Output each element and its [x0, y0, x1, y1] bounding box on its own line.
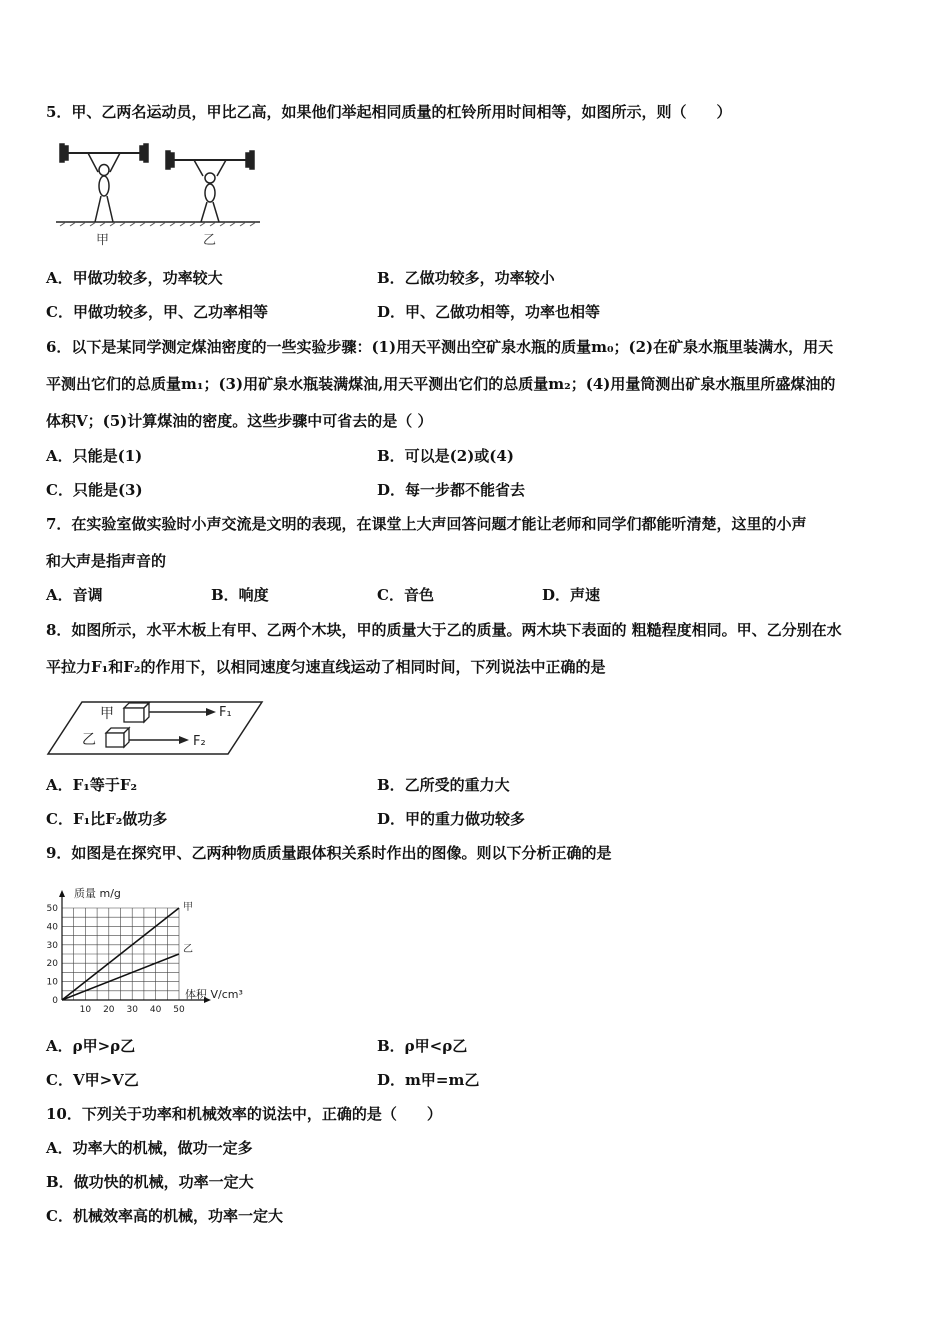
y-tick-label: 0 [52, 996, 58, 1006]
chart-y-axis-label: 质量 m/g [74, 887, 121, 900]
q6-options-row1 [46, 446, 906, 466]
q5-option-d[interactable]: D．甲、乙做功相等，功率也相等 [377, 303, 601, 321]
q9-options-row2 [46, 1070, 906, 1090]
weightlifters-svg [52, 140, 264, 252]
q9-options-row1 [46, 1036, 906, 1056]
block-jia [124, 703, 149, 722]
series-label-jia: 甲 [183, 902, 193, 913]
q10-option-a[interactable]: A．功率大的机械，做功一定多 [46, 1139, 253, 1157]
q8-options-row1 [46, 775, 906, 795]
q9-stem: 9．如图是在探究甲、乙两种物质质量跟体积关系时作出的图像。则以下分析正确的是 [46, 844, 612, 862]
x-tick-label: 10 [79, 1005, 92, 1015]
block-label-jia: 甲 [100, 706, 114, 722]
force-label-f1: F₁ [219, 705, 232, 720]
q6-options-row2 [46, 480, 906, 500]
q7-option-c[interactable]: C．音色 [377, 586, 434, 604]
y-axis-arrow [59, 890, 65, 897]
x-tick-label: 40 [149, 1005, 162, 1015]
y-tick-label: 40 [46, 922, 58, 933]
block-yi [106, 728, 129, 747]
q7-stem-line2: 和大声是指声音的 [46, 552, 167, 570]
q6-stem-line3: 体积V；(5)计算煤油的密度。这些步骤中可省去的是（ ） [46, 412, 433, 430]
lifter-jia [60, 144, 148, 222]
q6-option-c[interactable]: C．只能是(3) [46, 481, 143, 499]
y-tick-label: 50 [46, 904, 58, 914]
q10-option-c[interactable]: C．机械效率高的机械，功率一定大 [46, 1207, 283, 1225]
q9-option-b[interactable]: B．ρ甲<ρ乙 [377, 1037, 468, 1055]
q6-option-a[interactable]: A．只能是(1) [46, 447, 143, 465]
q7-option-b[interactable]: B．响度 [211, 586, 269, 604]
x-tick-label: 20 [103, 1005, 115, 1015]
q7-stem-line1: 7．在实验室做实验时小声交流是文明的表现，在课堂上大声回答问题才能让老师和同学们都能听清楚，这里的小声 [46, 515, 807, 533]
q9-mass-volume-chart [40, 880, 260, 1020]
q6-option-b[interactable]: B．可以是(2)或(4) [377, 447, 514, 465]
lifter-label-jia: 甲 [96, 233, 110, 248]
q8-option-a[interactable]: A．F₁等于F₂ [46, 776, 138, 794]
q5-option-b[interactable]: B．乙做功较多，功率较小 [377, 269, 555, 287]
q5-stem: 5．甲、乙两名运动员，甲比乙高，如果他们举起相同质量的杠铃所用时间相等，如图所示，则（ ） [46, 103, 732, 121]
block-label-yi: 乙 [82, 732, 96, 748]
q5-options-row2 [46, 302, 906, 322]
q8-stem-line1: 8．如图所示，水平木板上有甲、乙两个木块，甲的质量大于乙的质量。两木块下表面的 粗糙程度相同。甲、乙分别在水 [46, 621, 842, 639]
q8-blocks-figure [44, 696, 266, 760]
y-tick-label: 10 [46, 977, 58, 988]
q9-option-c[interactable]: C．V甲>V乙 [46, 1071, 139, 1089]
q5-weightlifters-figure [52, 140, 264, 252]
y-tick-label: 30 [46, 940, 58, 951]
q5-options-row1 [46, 268, 906, 288]
q8-option-d[interactable]: D．甲的重力做功较多 [377, 810, 526, 828]
chart-x-axis-label: 体积 V/cm³ [185, 988, 243, 1001]
chart-series [62, 901, 193, 1000]
y-tick-label: 20 [46, 959, 58, 970]
lifter-yi [166, 151, 254, 222]
q10-option-b[interactable]: B．做功快的机械，功率一定大 [46, 1173, 254, 1191]
q8-stem-line2: 平拉力F₁和F₂的作用下，以相同速度匀速直线运动了相同时间，下列说法中正确的是 [46, 658, 606, 676]
q9-option-a[interactable]: A．ρ甲>ρ乙 [46, 1037, 136, 1055]
q8-option-c[interactable]: C．F₁比F₂做功多 [46, 810, 168, 828]
q7-options-row [46, 585, 906, 605]
q7-option-d[interactable]: D．声速 [542, 586, 601, 604]
q8-options-row2 [46, 809, 906, 829]
q5-option-c[interactable]: C．甲做功较多，甲、乙功率相等 [46, 303, 268, 321]
q5-option-a[interactable]: A．甲做功较多，功率较大 [46, 269, 223, 287]
q6-stem-line1: 6．以下是某同学测定煤油密度的一些实验步骤：(1)用天平测出空矿泉水瓶的质量m₀；(2)在矿泉水瓶里装满水，用天 [46, 338, 834, 356]
x-tick-label: 30 [126, 1005, 138, 1015]
mass-volume-chart-svg [40, 880, 260, 1020]
q6-stem-line2: 平测出它们的总质量m₁；(3)用矿泉水瓶装满煤油,用天平测出它们的总质量m₂；(4)用量筒测出矿泉水瓶里所盛煤油的 [46, 375, 836, 393]
q9-option-d[interactable]: D．m甲=m乙 [377, 1071, 480, 1089]
force-label-f2: F₂ [193, 734, 206, 749]
q6-option-d[interactable]: D．每一步都不能省去 [377, 481, 526, 499]
q8-option-b[interactable]: B．乙所受的重力大 [377, 776, 510, 794]
blocks-svg [44, 696, 266, 760]
q10-stem: 10．下列关于功率和机械效率的说法中，正确的是（ ） [46, 1105, 442, 1123]
x-tick-label: 50 [173, 1005, 185, 1015]
series-label-yi: 乙 [183, 944, 193, 955]
lifter-label-yi: 乙 [203, 233, 217, 248]
q7-option-a[interactable]: A．音调 [46, 586, 103, 604]
